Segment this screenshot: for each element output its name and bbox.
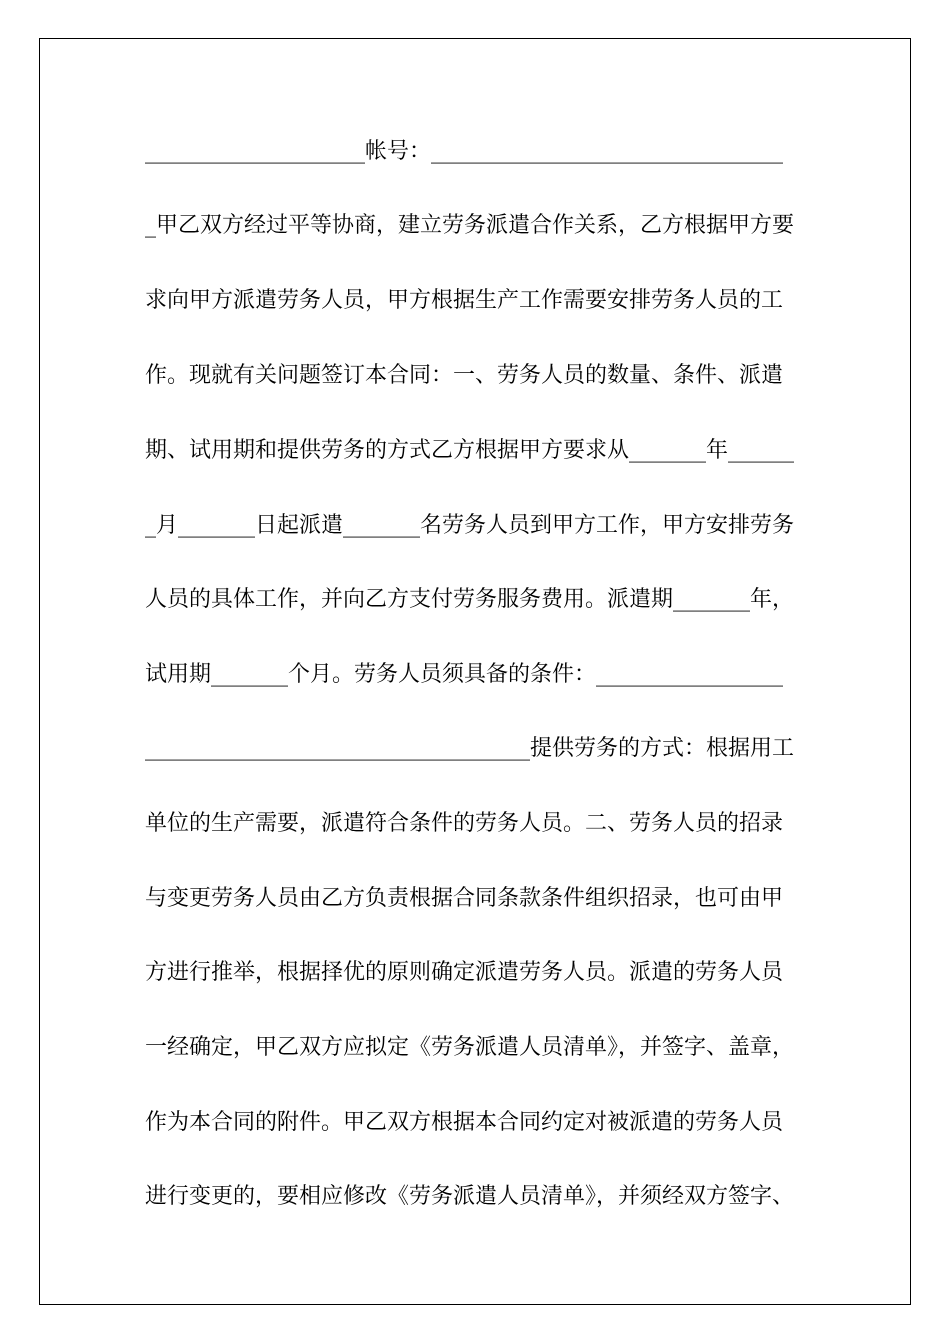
- text-line: 期、试用期和提供劳务的方式乙方根据甲方要求从_______年______: [145, 438, 795, 463]
- text-line: ____________________帐号：________________________________: [145, 139, 784, 164]
- text-line: 作为本合同的附件。甲乙双方根据本合同约定对被派遣的劳务人员: [145, 1110, 784, 1135]
- text-line: 进行变更的，要相应修改《劳务派遣人员清单》，并须经双方签字、: [145, 1184, 795, 1209]
- text-line: 一经确定，甲乙双方应拟定《劳务派遣人员清单》，并签字、盖章，: [145, 1035, 795, 1060]
- text-line: 求向甲方派遣劳务人员，甲方根据生产工作需要安排劳务人员的工: [145, 288, 784, 313]
- text-line: 人员的具体工作，并向乙方支付劳务服务费用。派遣期_______年，: [145, 587, 795, 612]
- text-line: 方进行推举，根据择优的原则确定派遣劳务人员。派遣的劳务人员: [145, 960, 784, 985]
- text-line: _月_______日起派遣_______名劳务人员到甲方工作，甲方安排劳务: [145, 513, 795, 538]
- text-line: _甲乙双方经过平等协商，建立劳务派遣合作关系，乙方根据甲方要: [145, 213, 795, 238]
- text-line: ___________________________________提供劳务的方式：根据用工: [145, 736, 795, 761]
- text-line: 试用期_______个月。劳务人员须具备的条件：_________________: [145, 662, 784, 687]
- text-line: 与变更劳务人员由乙方负责根据合同条款条件组织招录，也可由甲: [145, 886, 784, 911]
- text-line: 作。现就有关问题签订本合同：一、劳务人员的数量、条件、派遣: [145, 363, 784, 388]
- text-line: 单位的生产需要，派遣符合条件的劳务人员。二、劳务人员的招录: [145, 811, 784, 836]
